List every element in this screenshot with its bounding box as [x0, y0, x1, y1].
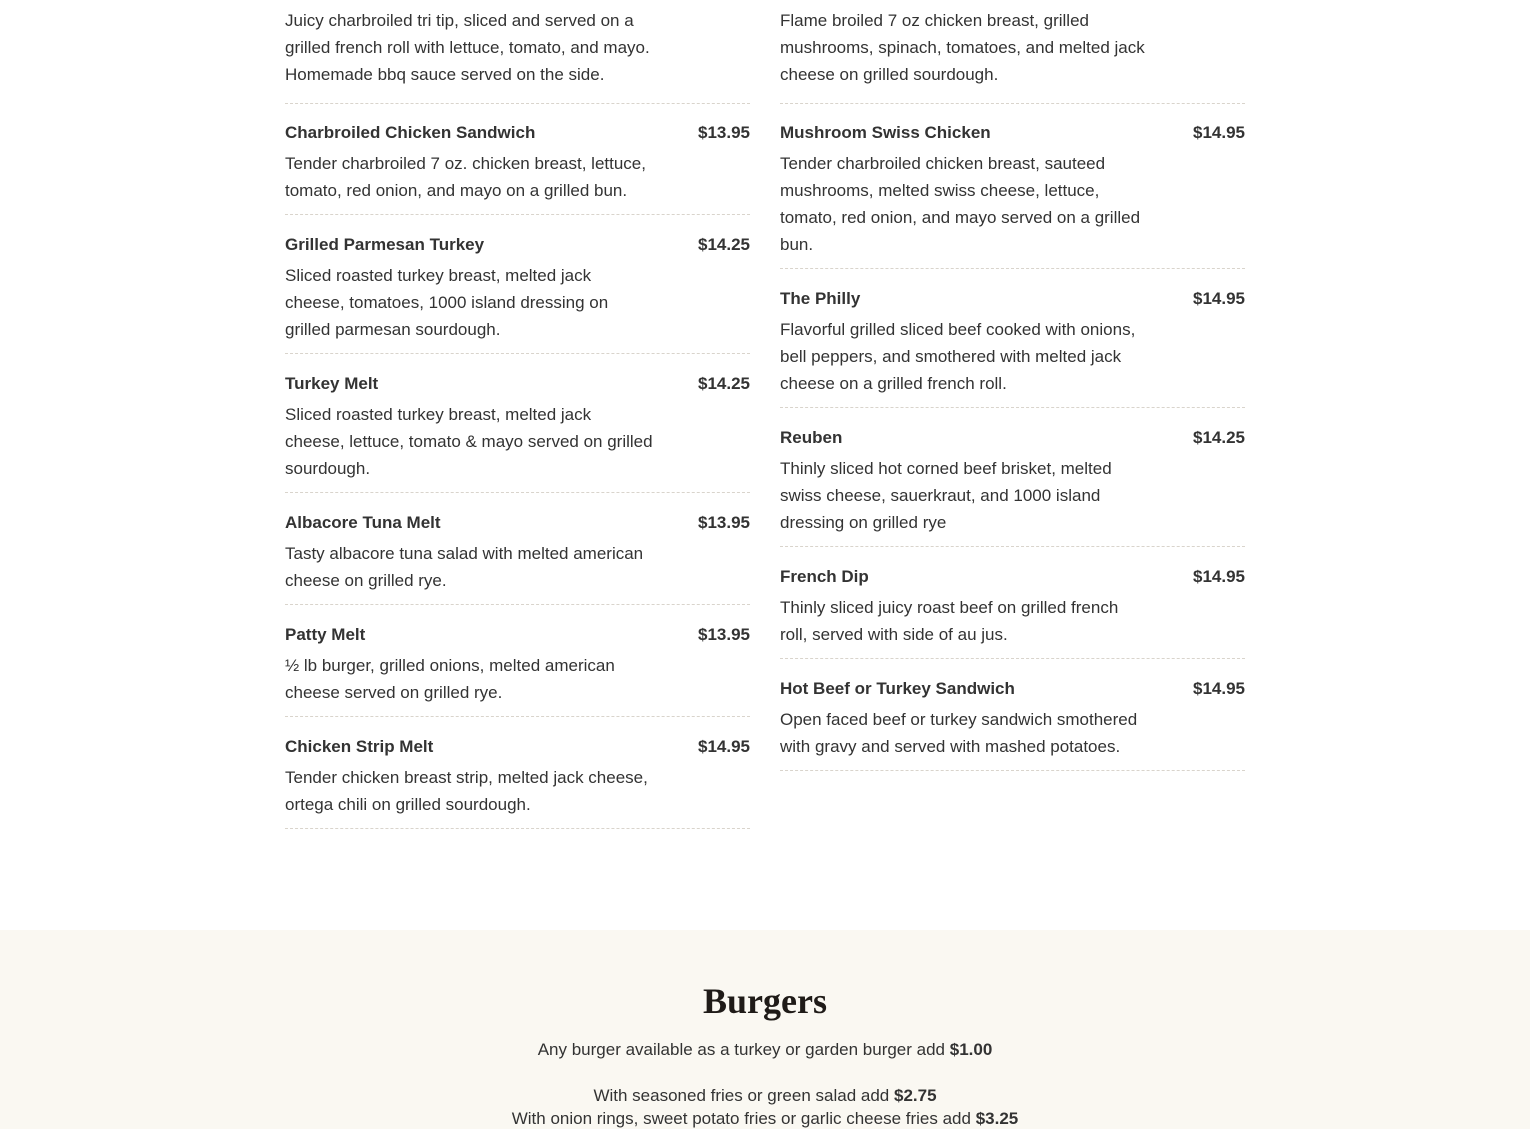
burgers-heading: Burgers — [703, 981, 827, 1021]
item-description: Sliced roasted turkey breast, melted jack cheese, tomatoes, 1000 island dressing on grilled parmesan sourdough. — [285, 266, 609, 339]
burgers-section — [0, 930, 1530, 1129]
item-price: $14.95 — [1193, 567, 1245, 586]
item-name: Mushroom Swiss Chicken — [780, 123, 991, 142]
item-price: $14.95 — [1193, 679, 1245, 698]
item-price: $13.95 — [698, 625, 750, 644]
menu-item — [285, 235, 750, 354]
item-price: $13.95 — [698, 123, 750, 142]
item-description: Tender chicken breast strip, melted jack cheese, ortega chili on grilled sourdough. — [285, 768, 648, 814]
item-description: Tender charbroiled chicken breast, sauteed mushrooms, melted swiss cheese, lettuce, tomato, red onion, and mayo served on a grilled bun. — [780, 154, 1141, 254]
menu-item — [285, 374, 750, 493]
menu-item — [285, 0, 750, 104]
item-name: Turkey Melt — [285, 374, 379, 393]
item-name: Chicken Strip Melt — [285, 737, 434, 756]
item-description: Flavorful grilled sliced beef cooked with onions, bell peppers, and smothered with melted jack cheese on a grilled french roll. — [780, 320, 1136, 393]
item-description: Tasty albacore tuna salad with melted american cheese on grilled rye. — [285, 544, 644, 590]
item-name: Albacore Tuna Melt — [285, 513, 441, 532]
item-price: $14.95 — [698, 737, 750, 756]
note-price: $2.75 — [893, 1086, 937, 1105]
item-name: Charbroiled Chicken Sandwich — [285, 123, 536, 142]
item-price: $14.95 — [1193, 123, 1245, 142]
item-name: Hot Beef or Turkey Sandwich — [780, 679, 1015, 698]
item-description: Juicy charbroiled tri tip, sliced and served on a grilled french roll with lettuce, tomato, and mayo. Homemade bbq sauce served on the side. — [285, 11, 650, 84]
menu-item — [780, 289, 1245, 408]
menu-item — [780, 428, 1245, 547]
item-description: Open faced beef or turkey sandwich smothered with gravy and served with mashed potatoes. — [780, 710, 1138, 756]
item-description: Flame broiled 7 oz chicken breast, grilled mushrooms, spinach, tomatoes, and melted jack cheese on grilled sourdough. — [780, 11, 1145, 84]
note-price: $3.25 — [975, 1109, 1019, 1128]
item-price: $14.95 — [1193, 289, 1245, 308]
item-description: Sliced roasted turkey breast, melted jack cheese, lettuce, tomato & mayo served on grilled sourdough. — [285, 405, 653, 478]
menu-item — [780, 679, 1245, 771]
note-price: $1.00 — [949, 1040, 993, 1059]
item-price: $13.95 — [698, 513, 750, 532]
item-name: Grilled Parmesan Turkey — [285, 235, 485, 254]
menu-item — [285, 513, 750, 605]
burgers-note-1 — [0, 1040, 1530, 1060]
item-description: ½ lb burger, grilled onions, melted american cheese served on grilled rye. — [285, 656, 615, 702]
item-price: $14.25 — [1193, 428, 1245, 447]
item-name: The Philly — [780, 289, 861, 308]
burgers-note-3 — [0, 1109, 1530, 1129]
note-text: With seasoned fries or green salad add — [593, 1086, 890, 1105]
item-description: Thinly sliced juicy roast beef on grilled french roll, served with side of au jus. — [780, 598, 1119, 644]
note-text: With onion rings, sweet potato fries or garlic cheese fries add — [511, 1109, 971, 1128]
item-name: French Dip — [780, 567, 869, 586]
item-name: Reuben — [780, 428, 843, 447]
menu-item — [780, 0, 1245, 104]
item-price: $14.25 — [698, 235, 750, 254]
burgers-note-2 — [0, 1086, 1530, 1106]
menu-item — [780, 123, 1245, 269]
menu-item — [285, 737, 750, 829]
menu-item — [285, 625, 750, 717]
item-price: $14.25 — [698, 374, 750, 393]
item-description: Thinly sliced hot corned beef brisket, melted swiss cheese, sauerkraut, and 1000 island dressing on grilled rye — [780, 459, 1112, 532]
note-text: Any burger available as a turkey or garden burger add — [537, 1040, 946, 1059]
item-name: Patty Melt — [285, 625, 366, 644]
menu-item — [780, 567, 1245, 659]
sandwich-menu — [285, 0, 1245, 930]
menu-item — [285, 123, 750, 215]
item-description: Tender charbroiled 7 oz. chicken breast, lettuce, tomato, red onion, and mayo on a grilled bun. — [285, 154, 646, 200]
